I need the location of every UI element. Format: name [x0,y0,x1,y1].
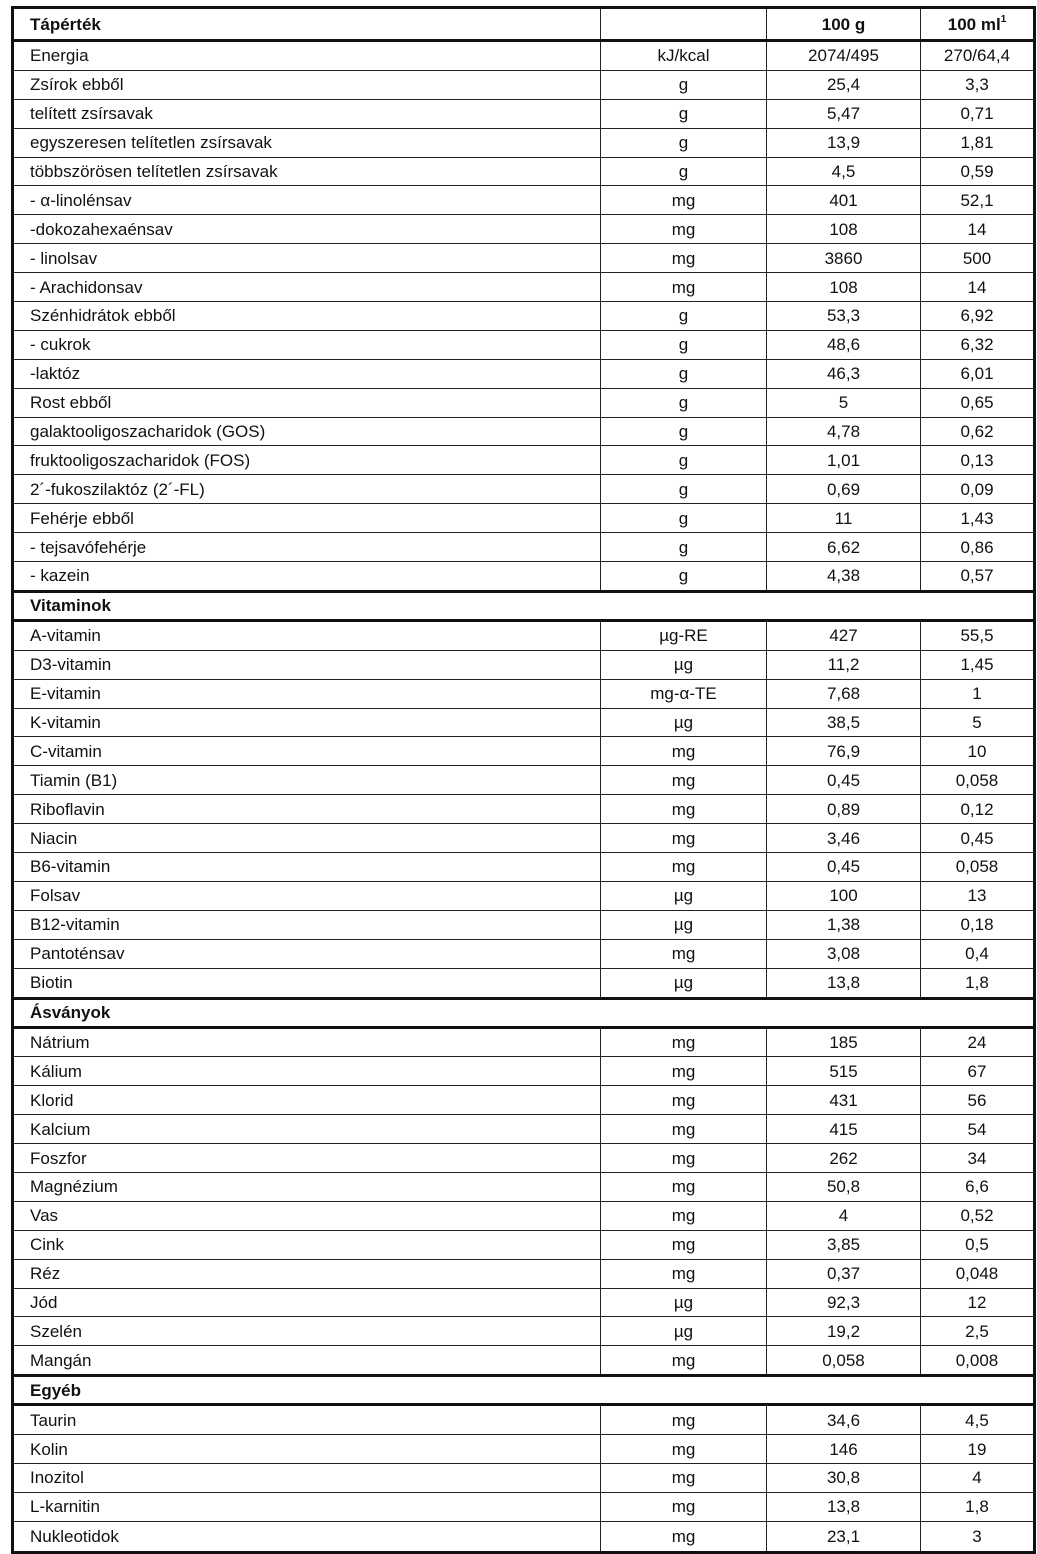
table-row [13,99,1035,128]
value-per-100g: 11 [767,504,921,533]
value-per-100g: 19,2 [767,1317,921,1346]
value-per-100ml: 67 [921,1057,1035,1086]
table-row [13,1115,1035,1144]
nutrient-unit: mg [601,1086,767,1115]
value-per-100g: 100 [767,881,921,910]
table-row [13,1521,1035,1552]
nutrient-unit: mg [601,1259,767,1288]
nutrient-name: B6-vitamin [13,853,601,882]
nutrient-name: Biotin [13,968,601,998]
nutrient-unit: µg [601,968,767,998]
nutrient-unit: mg [601,939,767,968]
nutrient-name: - α-linolénsav [13,186,601,215]
table-row [13,1317,1035,1346]
value-per-100g: 6,62 [767,533,921,562]
value-per-100g: 23,1 [767,1521,921,1552]
value-per-100ml: 5 [921,708,1035,737]
value-per-100g: 3,46 [767,824,921,853]
nutrient-name: egyszeresen telítetlen zsírsavak [13,128,601,157]
table-row [13,504,1035,533]
nutrient-unit: g [601,562,767,592]
nutrient-unit: g [601,475,767,504]
value-per-100ml: 1,8 [921,1492,1035,1521]
table-row [13,128,1035,157]
value-per-100ml: 0,13 [921,446,1035,475]
value-per-100g: 92,3 [767,1288,921,1317]
nutrient-name: -dokozahexaénsav [13,215,601,244]
nutrient-name: Rost ebből [13,388,601,417]
value-per-100g: 415 [767,1115,921,1144]
header-footnote-marker: 1 [1000,13,1007,25]
value-per-100g: 38,5 [767,708,921,737]
nutrient-name: Cink [13,1230,601,1259]
value-per-100ml: 0,52 [921,1201,1035,1230]
nutrient-unit: g [601,157,767,186]
nutrient-name: Magnézium [13,1172,601,1201]
value-per-100ml: 3 [921,1521,1035,1552]
nutrient-name: C-vitamin [13,737,601,766]
value-per-100ml: 0,09 [921,475,1035,504]
value-per-100g: 13,8 [767,1492,921,1521]
table-row [13,359,1035,388]
value-per-100ml: 1,8 [921,968,1035,998]
value-per-100ml: 13 [921,881,1035,910]
value-per-100ml: 24 [921,1027,1035,1057]
value-per-100g: 0,058 [767,1346,921,1376]
nutrient-name: - linolsav [13,244,601,273]
header-unit [601,8,767,41]
nutrient-unit: mg [601,1492,767,1521]
nutrient-name: telített zsírsavak [13,99,601,128]
table-row [13,417,1035,446]
nutrient-name: Inozitol [13,1463,601,1492]
nutrient-unit: mg [601,737,767,766]
value-per-100ml: 0,12 [921,795,1035,824]
value-per-100g: 25,4 [767,70,921,99]
nutrient-unit: µg-RE [601,620,767,650]
value-per-100g: 0,45 [767,766,921,795]
nutrient-name: -laktóz [13,359,601,388]
table-row [13,620,1035,650]
value-per-100ml: 0,058 [921,853,1035,882]
value-per-100g: 4,78 [767,417,921,446]
nutrient-unit: g [601,70,767,99]
table-row [13,824,1035,853]
nutrient-unit: g [601,417,767,446]
nutrient-unit: mg [601,1435,767,1464]
table-row [13,737,1035,766]
table-row [13,446,1035,475]
nutrient-unit: kJ/kcal [601,41,767,71]
value-per-100ml: 0,45 [921,824,1035,853]
value-per-100g: 262 [767,1144,921,1173]
nutrient-name: többszörösen telítetlen zsírsavak [13,157,601,186]
value-per-100ml: 34 [921,1144,1035,1173]
value-per-100ml: 6,92 [921,302,1035,331]
value-per-100g: 401 [767,186,921,215]
value-per-100g: 1,38 [767,910,921,939]
table-row [13,562,1035,592]
nutrient-name: Fehérje ebből [13,504,601,533]
nutrient-unit: µg [601,1288,767,1317]
table-row [13,157,1035,186]
value-per-100ml: 0,5 [921,1230,1035,1259]
value-per-100g: 185 [767,1027,921,1057]
nutrient-name: Klorid [13,1086,601,1115]
nutrient-name: - tejsavófehérje [13,533,601,562]
section-header-row [13,998,1035,1027]
nutrient-unit: mg [601,1172,767,1201]
table-row [13,388,1035,417]
section-title: Egyéb [13,1376,1035,1405]
nutrient-unit: µg [601,910,767,939]
header-per-100g: 100 g [767,8,921,41]
table-row [13,1435,1035,1464]
value-per-100ml: 0,59 [921,157,1035,186]
table-row [13,939,1035,968]
section-title: Vitaminok [13,591,1035,620]
nutrient-unit: mg [601,853,767,882]
nutrient-unit: µg [601,1317,767,1346]
section-header-row [13,591,1035,620]
value-per-100ml: 6,32 [921,330,1035,359]
value-per-100ml: 3,3 [921,70,1035,99]
table-row [13,215,1035,244]
nutrient-name: - Arachidonsav [13,273,601,302]
table-row [13,475,1035,504]
header-per-100ml [921,8,1035,41]
nutrition-table-body [13,8,1035,1553]
table-row [13,881,1035,910]
value-per-100g: 46,3 [767,359,921,388]
value-per-100g: 2074/495 [767,41,921,71]
nutrient-name: Energia [13,41,601,71]
table-row [13,1259,1035,1288]
nutrient-name: Pantoténsav [13,939,601,968]
nutrient-unit: mg [601,824,767,853]
nutrient-unit: g [601,99,767,128]
nutrient-name: Foszfor [13,1144,601,1173]
value-per-100ml: 500 [921,244,1035,273]
nutrient-name: Szénhidrátok ebből [13,302,601,331]
nutrient-name: E-vitamin [13,679,601,708]
value-per-100g: 0,45 [767,853,921,882]
value-per-100g: 30,8 [767,1463,921,1492]
value-per-100ml: 2,5 [921,1317,1035,1346]
table-row [13,910,1035,939]
value-per-100ml: 1,45 [921,650,1035,679]
section-title: Ásványok [13,998,1035,1027]
header-per-100ml-label: 100 ml [947,14,1001,34]
nutrient-unit: mg-α-TE [601,679,767,708]
value-per-100g: 4,5 [767,157,921,186]
nutrient-unit: mg [601,766,767,795]
nutrient-name: A-vitamin [13,620,601,650]
value-per-100ml: 6,6 [921,1172,1035,1201]
value-per-100g: 11,2 [767,650,921,679]
value-per-100g: 146 [767,1435,921,1464]
nutrient-name: Nukleotidok [13,1521,601,1552]
value-per-100g: 431 [767,1086,921,1115]
table-row [13,1230,1035,1259]
nutrient-unit: g [601,302,767,331]
nutrient-name: Kalcium [13,1115,601,1144]
value-per-100g: 50,8 [767,1172,921,1201]
nutrient-unit: mg [601,1027,767,1057]
value-per-100ml: 4 [921,1463,1035,1492]
value-per-100ml: 0,048 [921,1259,1035,1288]
value-per-100g: 108 [767,215,921,244]
table-row [13,853,1035,882]
value-per-100ml: 0,008 [921,1346,1035,1376]
value-per-100g: 7,68 [767,679,921,708]
table-row [13,1057,1035,1086]
nutrient-unit: µg [601,881,767,910]
table-row [13,273,1035,302]
nutrient-name: - cukrok [13,330,601,359]
nutrient-name: Kálium [13,1057,601,1086]
value-per-100g: 3,08 [767,939,921,968]
table-row [13,302,1035,331]
value-per-100ml: 1 [921,679,1035,708]
table-row [13,650,1035,679]
nutrient-unit: g [601,330,767,359]
nutrient-name: K-vitamin [13,708,601,737]
value-per-100g: 13,8 [767,968,921,998]
value-per-100g: 76,9 [767,737,921,766]
nutrient-name: Taurin [13,1405,601,1435]
nutrient-unit: g [601,359,767,388]
nutrient-name: Tiamin (B1) [13,766,601,795]
nutrient-unit: mg [601,1115,767,1144]
nutrient-unit: µg [601,650,767,679]
table-header-row [13,8,1035,41]
value-per-100ml: 55,5 [921,620,1035,650]
nutrient-unit: g [601,388,767,417]
table-row [13,968,1035,998]
table-row [13,1144,1035,1173]
nutrient-name: galaktooligoszacharidok (GOS) [13,417,601,446]
table-row [13,1405,1035,1435]
table-row [13,533,1035,562]
value-per-100g: 48,6 [767,330,921,359]
table-row [13,1027,1035,1057]
value-per-100g: 3860 [767,244,921,273]
nutrient-name: 2´-fukoszilaktóz (2´-FL) [13,475,601,504]
nutrient-unit: g [601,533,767,562]
nutrient-unit: g [601,504,767,533]
value-per-100g: 108 [767,273,921,302]
section-header-row [13,1376,1035,1405]
nutrient-unit: µg [601,708,767,737]
value-per-100ml: 4,5 [921,1405,1035,1435]
value-per-100g: 3,85 [767,1230,921,1259]
value-per-100g: 5,47 [767,99,921,128]
nutrient-unit: mg [601,795,767,824]
value-per-100g: 427 [767,620,921,650]
nutrient-name: Mangán [13,1346,601,1376]
nutrient-unit: mg [601,1405,767,1435]
value-per-100ml: 10 [921,737,1035,766]
value-per-100g: 34,6 [767,1405,921,1435]
value-per-100ml: 54 [921,1115,1035,1144]
value-per-100g: 515 [767,1057,921,1086]
value-per-100g: 1,01 [767,446,921,475]
nutrient-unit: mg [601,1201,767,1230]
value-per-100ml: 1,81 [921,128,1035,157]
nutrient-unit: mg [601,1230,767,1259]
value-per-100g: 53,3 [767,302,921,331]
value-per-100ml: 0,71 [921,99,1035,128]
nutrient-unit: mg [601,215,767,244]
nutrient-name: Réz [13,1259,601,1288]
nutrient-unit: mg [601,244,767,273]
value-per-100ml: 0,18 [921,910,1035,939]
value-per-100g: 0,89 [767,795,921,824]
value-per-100ml: 14 [921,273,1035,302]
value-per-100g: 13,9 [767,128,921,157]
value-per-100ml: 56 [921,1086,1035,1115]
table-row [13,708,1035,737]
nutrient-name: Jód [13,1288,601,1317]
value-per-100ml: 0,65 [921,388,1035,417]
value-per-100ml: 270/64,4 [921,41,1035,71]
nutrient-unit: g [601,446,767,475]
value-per-100ml: 1,43 [921,504,1035,533]
nutrient-name: Zsírok ebből [13,70,601,99]
table-row [13,70,1035,99]
value-per-100ml: 12 [921,1288,1035,1317]
nutrient-name: Kolin [13,1435,601,1464]
nutrient-name: Vas [13,1201,601,1230]
value-per-100ml: 0,058 [921,766,1035,795]
nutrient-name: D3-vitamin [13,650,601,679]
table-row [13,244,1035,273]
value-per-100ml: 0,4 [921,939,1035,968]
value-per-100ml: 6,01 [921,359,1035,388]
nutrient-unit: mg [601,1463,767,1492]
value-per-100g: 4,38 [767,562,921,592]
table-row [13,186,1035,215]
table-row [13,1492,1035,1521]
nutrient-unit: mg [601,273,767,302]
nutrient-unit: mg [601,1144,767,1173]
nutrient-name: fruktooligoszacharidok (FOS) [13,446,601,475]
nutrient-name: Riboflavin [13,795,601,824]
nutrient-unit: mg [601,1057,767,1086]
nutrient-unit: mg [601,1521,767,1552]
value-per-100ml: 52,1 [921,186,1035,215]
table-row [13,41,1035,71]
table-row [13,1346,1035,1376]
value-per-100g: 0,69 [767,475,921,504]
nutrition-table [11,6,1036,1554]
nutrient-name: Nátrium [13,1027,601,1057]
nutrient-unit: mg [601,186,767,215]
value-per-100ml: 0,57 [921,562,1035,592]
nutrient-name: - kazein [13,562,601,592]
nutrient-name: L-karnitin [13,1492,601,1521]
table-row [13,766,1035,795]
value-per-100g: 0,37 [767,1259,921,1288]
table-row [13,1201,1035,1230]
nutrient-name: B12-vitamin [13,910,601,939]
table-row [13,1463,1035,1492]
value-per-100g: 5 [767,388,921,417]
table-row [13,1172,1035,1201]
nutrient-unit: mg [601,1346,767,1376]
value-per-100g: 4 [767,1201,921,1230]
nutrient-name: Szelén [13,1317,601,1346]
value-per-100ml: 0,86 [921,533,1035,562]
nutrient-name: Folsav [13,881,601,910]
nutrient-name: Niacin [13,824,601,853]
table-row [13,679,1035,708]
table-row [13,1086,1035,1115]
value-per-100ml: 0,62 [921,417,1035,446]
table-row [13,795,1035,824]
value-per-100ml: 14 [921,215,1035,244]
table-row [13,330,1035,359]
header-nutrient: Tápérték [13,8,601,41]
nutrient-unit: g [601,128,767,157]
table-row [13,1288,1035,1317]
nutrition-table-container [11,6,1036,1554]
value-per-100ml: 19 [921,1435,1035,1464]
